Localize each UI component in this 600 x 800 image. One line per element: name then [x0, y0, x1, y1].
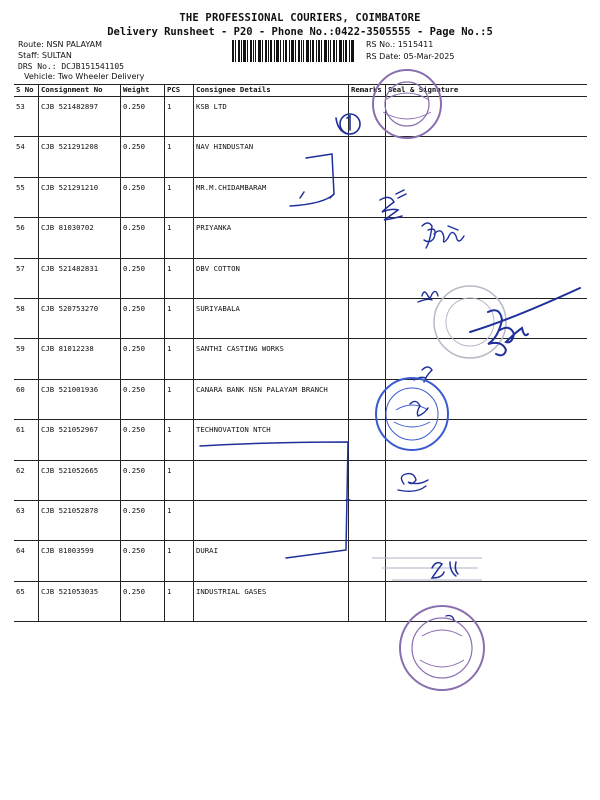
table-row — [14, 541, 587, 581]
cell-weight: 0.250 — [121, 218, 165, 258]
cell-remarks — [349, 339, 386, 379]
company-title: THE PROFESSIONAL COURIERS, COIMBATORE — [179, 12, 421, 24]
cell-seal — [386, 339, 588, 379]
cell-sno: 61 — [14, 420, 39, 460]
table-row — [14, 420, 587, 460]
cell-weight: 0.250 — [121, 258, 165, 298]
cell-sno: 54 — [14, 137, 39, 177]
cell-pcs: 1 — [165, 298, 194, 338]
cell-weight: 0.250 — [121, 379, 165, 419]
cell-remarks — [349, 177, 386, 217]
route-label: Route: NSN PALAYAM — [18, 40, 102, 49]
cell-seal — [386, 137, 588, 177]
vehicle-label: Vehicle: Two Wheeler Delivery — [24, 72, 145, 81]
cell-seal — [386, 298, 588, 338]
cell-remarks — [349, 379, 386, 419]
cell-weight: 0.250 — [121, 137, 165, 177]
cell-sno: 55 — [14, 177, 39, 217]
cell-consignment: CJB 521482831 — [39, 258, 121, 298]
runsheet-table — [14, 84, 587, 622]
cell-pcs: 1 — [165, 379, 194, 419]
cell-seal — [386, 379, 588, 419]
col-header-remarks: Remarks — [349, 85, 386, 97]
cell-weight: 0.250 — [121, 339, 165, 379]
cell-weight: 0.250 — [121, 500, 165, 540]
cell-details: CANARA BANK NSN PALAYAM BRANCH — [194, 379, 349, 419]
cell-pcs: 1 — [165, 258, 194, 298]
col-header-pcs: PCS — [165, 85, 194, 97]
cell-remarks — [349, 137, 386, 177]
cell-seal — [386, 420, 588, 460]
cell-seal — [386, 97, 588, 137]
cell-pcs: 1 — [165, 460, 194, 500]
cell-sno: 63 — [14, 500, 39, 540]
cell-seal — [386, 500, 588, 540]
cell-seal — [386, 541, 588, 581]
cell-sno: 64 — [14, 541, 39, 581]
staff-label: Staff: SULTAN — [18, 51, 72, 60]
barcode — [232, 40, 354, 62]
cell-consignment: CJB 521291210 — [39, 177, 121, 217]
table-header-row — [14, 85, 587, 97]
cell-details: SANTHI CASTING WORKS — [194, 339, 349, 379]
col-header-weight: Weight — [121, 85, 165, 97]
cell-details: MR.M.CHIDAMBARAM — [194, 177, 349, 217]
table-row — [14, 500, 587, 540]
cell-remarks — [349, 420, 386, 460]
cell-details: DURAI — [194, 541, 349, 581]
cell-details: SURIYABALA — [194, 298, 349, 338]
cell-remarks — [349, 460, 386, 500]
col-header-sno: S No — [14, 85, 39, 97]
cell-consignment: CJB 521001936 — [39, 379, 121, 419]
cell-consignment: CJB 521482897 — [39, 97, 121, 137]
cell-sno: 57 — [14, 258, 39, 298]
cell-details: KSB LTD — [194, 97, 349, 137]
cell-pcs: 1 — [165, 97, 194, 137]
cell-seal — [386, 258, 588, 298]
cell-weight: 0.250 — [121, 581, 165, 621]
cell-pcs: 1 — [165, 500, 194, 540]
cell-weight: 0.250 — [121, 97, 165, 137]
cell-weight: 0.250 — [121, 460, 165, 500]
cell-pcs: 1 — [165, 541, 194, 581]
table-row — [14, 177, 587, 217]
cell-seal — [386, 218, 588, 258]
cell-consignment: CJB 521052967 — [39, 420, 121, 460]
cell-remarks — [349, 541, 386, 581]
cell-sno: 65 — [14, 581, 39, 621]
cell-pcs: 1 — [165, 581, 194, 621]
cell-sno: 62 — [14, 460, 39, 500]
cell-remarks — [349, 581, 386, 621]
cell-remarks — [349, 298, 386, 338]
table-row — [14, 581, 587, 621]
col-header-seal: Seal & Signature — [386, 85, 588, 97]
cell-pcs: 1 — [165, 339, 194, 379]
cell-remarks — [349, 97, 386, 137]
table-row — [14, 218, 587, 258]
table-row — [14, 379, 587, 419]
table-row — [14, 258, 587, 298]
cell-sno: 60 — [14, 379, 39, 419]
cell-pcs: 1 — [165, 420, 194, 460]
cell-remarks — [349, 218, 386, 258]
table-row — [14, 298, 587, 338]
cell-consignment: CJB 521052665 — [39, 460, 121, 500]
cell-consignment: CJB 81030702 — [39, 218, 121, 258]
drs-label: DRS No.: DCJB151541105 — [18, 62, 124, 71]
cell-consignment: CJB 520753270 — [39, 298, 121, 338]
col-header-consignment: Consignment No — [39, 85, 121, 97]
col-header-details: Consignee Details — [194, 85, 349, 97]
cell-consignment: CJB 81012238 — [39, 339, 121, 379]
table-row — [14, 97, 587, 137]
cell-details: INDUSTRIAL GASES — [194, 581, 349, 621]
cell-consignment: CJB 521053035 — [39, 581, 121, 621]
cell-seal — [386, 460, 588, 500]
cell-remarks — [349, 258, 386, 298]
cell-weight: 0.250 — [121, 177, 165, 217]
cell-pcs: 1 — [165, 177, 194, 217]
cell-sno: 58 — [14, 298, 39, 338]
cell-details: NAV HINDUSTAN — [194, 137, 349, 177]
cell-remarks — [349, 500, 386, 540]
cell-consignment: CJB 81003599 — [39, 541, 121, 581]
cell-weight: 0.250 — [121, 298, 165, 338]
rs-number: RS No.: 1515411 — [366, 40, 434, 49]
table-row — [14, 460, 587, 500]
cell-consignment: CJB 521291208 — [39, 137, 121, 177]
cell-details: PRIYANKA — [194, 218, 349, 258]
cell-details: TECHNOVATION NTCH — [194, 420, 349, 460]
rs-date: RS Date: 05-Mar-2025 — [366, 52, 455, 61]
cell-sno: 53 — [14, 97, 39, 137]
cell-seal — [386, 177, 588, 217]
cell-weight: 0.250 — [121, 420, 165, 460]
table-row — [14, 137, 587, 177]
cell-details — [194, 500, 349, 540]
cell-pcs: 1 — [165, 137, 194, 177]
cell-seal — [386, 581, 588, 621]
cell-weight: 0.250 — [121, 541, 165, 581]
runsheet-subtitle: Delivery Runsheet - P20 - Phone No.:0422-3505555 - Page No.:5 — [107, 26, 493, 38]
cell-sno: 59 — [14, 339, 39, 379]
table-row — [14, 339, 587, 379]
cell-sno: 56 — [14, 218, 39, 258]
cell-consignment: CJB 521052878 — [39, 500, 121, 540]
cell-details: DBV COTTON — [194, 258, 349, 298]
cell-pcs: 1 — [165, 218, 194, 258]
cell-details — [194, 460, 349, 500]
